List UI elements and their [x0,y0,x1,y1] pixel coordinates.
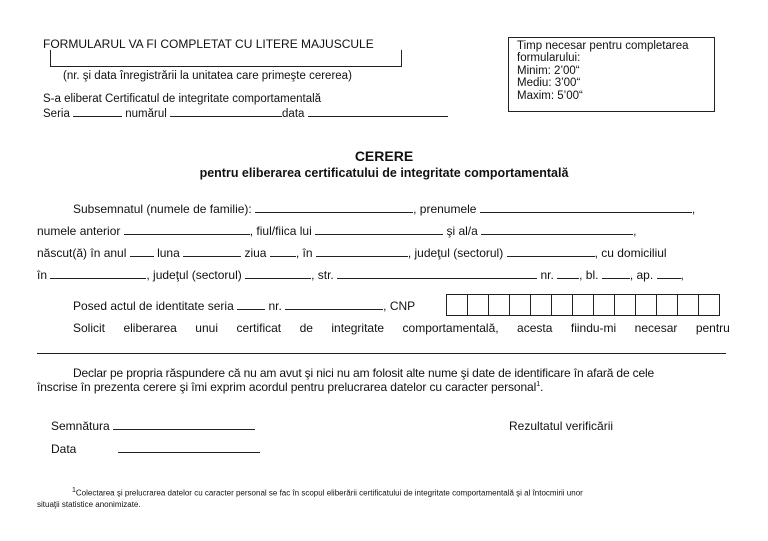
cnp-digit-box[interactable] [677,294,699,316]
purpose-field[interactable] [37,353,726,354]
time-required-box [508,37,715,112]
row-parents [37,224,730,238]
numarul-label: numărul [125,108,167,120]
judetul2-label: , judeţul (sectorul) [146,268,242,282]
solicit-word: acesta [517,321,553,335]
issued-fields-row [43,106,448,120]
row-id [73,299,415,313]
cnp-digit-box[interactable] [551,294,573,316]
cnp-digit-box[interactable] [614,294,636,316]
nascut-label: născut(ă) în anul [37,246,127,260]
cnp-digit-box[interactable] [635,294,657,316]
judetul-label: , judeţul (sectorul) [407,246,504,260]
solicit-word: unui [195,321,218,335]
signature-row [51,419,255,433]
id-series-field[interactable] [237,299,265,310]
data-field[interactable] [308,106,448,117]
cnp-digit-box[interactable] [467,294,489,316]
solicit-word: certificat [236,321,282,335]
id-number-field[interactable] [285,299,383,310]
rezultatul-label: Rezultatul verificării [509,419,614,433]
comma-1: , [691,202,696,216]
footnote-line2: situaţii statistice anonimizate. [37,500,141,509]
time-line1: Timp necesar pentru completarea [517,40,689,52]
signature-date-field[interactable] [118,442,260,453]
str-label: , str. [311,268,334,282]
nr-label: nr. [540,268,554,282]
posed-label: Posed actul de identitate seria [73,299,234,313]
cnp-digit-box[interactable] [530,294,552,316]
page-title: CERERE [354,148,414,164]
cnp-digit-box[interactable] [488,294,510,316]
solicit-word: comportamentală, [402,321,499,335]
ziua-label: ziua [244,246,267,260]
numarul-field[interactable] [170,106,282,117]
prenumele-label: , prenumele [413,202,477,216]
birth-year-field[interactable] [130,246,154,257]
cnp-digit-box[interactable] [446,294,468,316]
row-address [37,268,730,282]
comma-2: , [633,224,637,238]
cnp-digit-box[interactable] [509,294,531,316]
solicit-word: eliberarea [123,321,177,335]
declar-line1: Declar pe propria răspundere că nu am avut şi nici nu am folosit alte nume şi date de identificare în afară de cele [73,366,655,380]
solicit-word: integritate [331,321,385,335]
birth-county-field[interactable] [507,246,595,257]
row-name [37,202,730,216]
solicit-word: necesar [634,321,678,335]
si-al-label: şi al/a [446,224,478,238]
footnote-mark: 1 [72,487,76,494]
cnp-digit-box[interactable] [656,294,678,316]
declar-line2-wrap: înscrise în prezenta cerere şi îmi exprim acordul pentru prelucrarea datelor cu caracter personal$^1$. [37,380,544,394]
registration-hint: (nr. şi data înregistrării la unitatea care primeşte cererea) [63,70,352,82]
birth-month-field[interactable] [183,246,241,257]
capitals-notice: FORMULARUL VA FI COMPLETAT CU LITERE MAJUSCULE [43,37,374,51]
address-city-field[interactable] [50,268,146,279]
solicit-word: Solicit [73,321,106,335]
domiciliul-label: , cu domiciliul [594,246,667,260]
row-birth [37,246,730,260]
declar-footnote-mark: 1 [536,381,540,388]
solicit-word: de [299,321,313,335]
semnatura-label: Semnătura [51,419,110,433]
numele-anterior-label: numele anterior [37,224,121,238]
registration-box[interactable] [50,50,402,67]
comma-3: , [680,268,684,282]
bl-label: , bl. [579,268,599,282]
subsemnatul-label: Subsemnatul (numele de familie): [73,202,252,216]
fiul-fiica-label: , fiul/fiica lui [249,224,312,238]
solicit-word: pentru [695,321,730,335]
seria-label: Seria [43,108,70,120]
previous-name-field[interactable] [124,224,250,235]
block-field[interactable] [602,268,630,279]
street-field[interactable] [337,268,537,279]
time-max: Maxim: 5’00“ [517,89,583,102]
mother-name-field[interactable] [481,224,633,235]
apartment-field[interactable] [657,268,681,279]
footnote-line1-wrap [72,487,583,498]
time-min: Minim: 2’00“ [517,64,580,77]
declar-line2: înscrise în prezenta cerere şi îmi exprim acordul pentru prelucrarea datelor cu caracter personal [37,380,537,394]
surname-field[interactable] [255,202,413,213]
data-label: data [282,108,305,120]
father-name-field[interactable] [315,224,443,235]
footnote-line1: Colectarea şi prelucrarea datelor cu caracter personal se fac în scopul eliberării certificatului de integritate comportamentală şi al întocmirii unor [75,488,583,498]
solicit-word: fiindu-mi [570,321,617,335]
data-sig-label: Data [51,442,77,456]
cnp-label: , CNP [383,299,416,313]
time-med: Mediu: 3’00“ [517,77,581,90]
signature-field[interactable] [113,419,255,430]
cnp-digit-box[interactable] [572,294,594,316]
cnp-digit-box[interactable] [593,294,615,316]
seria-field[interactable] [73,106,122,117]
address-county-field[interactable] [245,268,311,279]
id-nr-label: nr. [268,299,282,313]
in-label: , în [295,246,313,260]
row-solicit [73,321,730,335]
street-number-field[interactable] [557,268,579,279]
luna-label: luna [157,246,180,260]
in2-label: în [37,268,48,282]
cnp-digit-box[interactable] [698,294,720,316]
firstname-field[interactable] [480,202,692,213]
page-subtitle: pentru eliberarea certificatului de integritate comportamentală [199,166,569,180]
issued-text: S-a eliberat Certificatul de integritate comportamentală [43,93,322,105]
time-line2: formularului: [517,52,581,65]
ap-label: , ap. [629,268,654,282]
birth-day-field[interactable] [270,246,296,257]
date-row [51,442,260,456]
birth-place-field[interactable] [316,246,408,257]
